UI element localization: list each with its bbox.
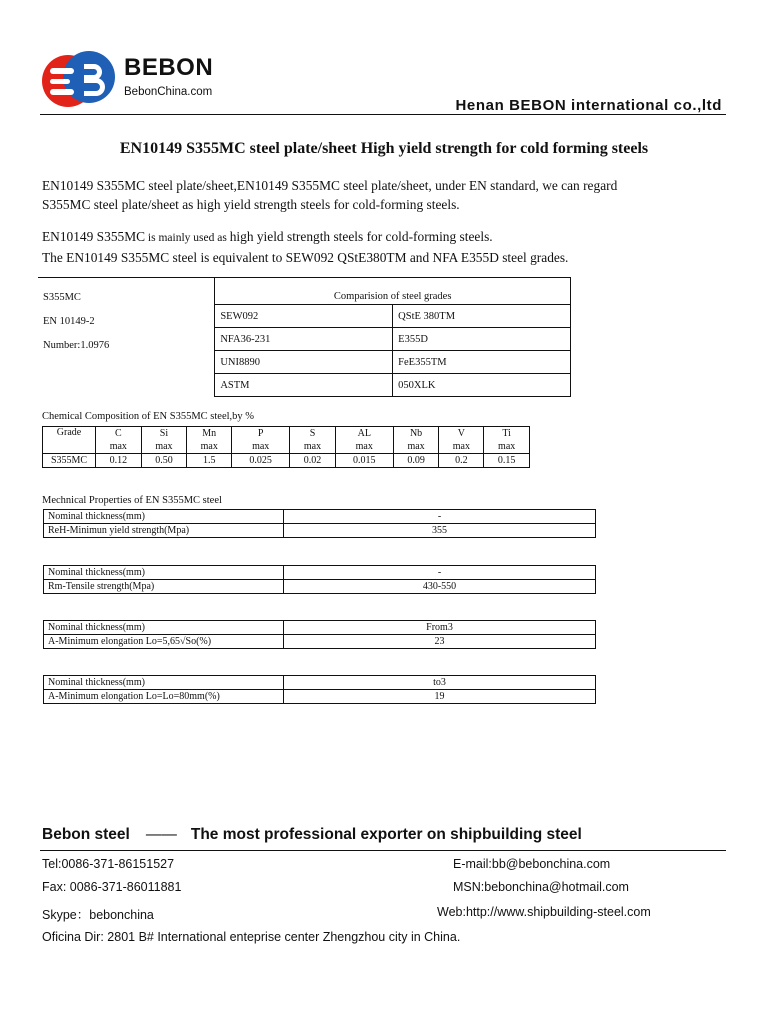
footer-slogan: The most professional exporter on shipbuilding steel: [190, 826, 582, 843]
mechanical-caption: Mechnical Properties of EN S355MC steel: [42, 495, 222, 506]
element-header: P: [232, 427, 290, 441]
contact-skype: Skype：bebonchina: [42, 908, 154, 922]
element-header: Nb: [393, 427, 439, 441]
grade-standard-cell: NFA36-231: [215, 328, 393, 351]
grade-standard-cell: UNI8890: [215, 351, 393, 374]
footer-dash: ——: [145, 826, 177, 843]
element-header: AL: [335, 427, 393, 441]
limit-label: max: [335, 440, 393, 454]
property-label: A-Minimum elongation Lo=Lo=80mm(%): [44, 690, 284, 704]
property-value: 19: [284, 690, 596, 704]
usage-text: high yield strength steels for cold-forming steels.: [229, 229, 493, 244]
grade-equivalent-cell: QStE 380TM: [393, 305, 571, 328]
intro-paragraph: [42, 176, 732, 214]
grade-equivalent-cell: FeE355TM: [393, 351, 571, 374]
grade-equivalent-cell: 050XLK: [393, 374, 571, 397]
grade-number: Number:1.0976: [43, 340, 110, 351]
element-header: V: [439, 427, 484, 441]
mechanical-table-tensile: [43, 565, 596, 594]
value-cell: 0.12: [96, 454, 142, 468]
property-label: ReH-Minimun yield strength(Mpa): [44, 524, 284, 538]
property-value: 355: [284, 524, 596, 538]
steel-grades-table: [38, 277, 571, 397]
value-cell: 0.025: [232, 454, 290, 468]
usage-paragraph: [42, 227, 732, 267]
value-cell: 0.015: [335, 454, 393, 468]
usage-line: [42, 227, 732, 248]
value-cell: 0.09: [393, 454, 439, 468]
element-header: S: [290, 427, 336, 441]
element-header: Mn: [187, 427, 232, 441]
chemical-caption: Chemical Composition of EN S355MC steel,by %: [42, 411, 255, 422]
value-cell: 0.50: [141, 454, 187, 468]
grade-equivalent-cell: E355D: [393, 328, 571, 351]
property-value: to3: [284, 676, 596, 690]
header-divider: [40, 114, 726, 115]
contact-msn: MSN:bebonchina@hotmail.com: [453, 880, 629, 894]
bebon-logo: [40, 48, 116, 110]
limit-label: max: [96, 440, 142, 454]
limit-label: max: [393, 440, 439, 454]
limit-label: max: [439, 440, 484, 454]
mechanical-table-yield: [43, 509, 596, 538]
grade-header: Grade: [43, 427, 96, 454]
contact-fax: Fax: 0086-371-86011881: [42, 880, 182, 894]
usage-grade: EN10149 S355MC: [42, 229, 146, 244]
page-title: EN10149 S355MC steel plate/sheet High yield strength for cold forming steels: [119, 140, 649, 157]
element-header: C: [96, 427, 142, 441]
mechanical-table-elongation-2: [43, 675, 596, 704]
usage-connector: is mainly used as: [145, 232, 230, 244]
property-label: Nominal thickness(mm): [44, 676, 284, 690]
property-value: 430-550: [284, 580, 596, 594]
grade-standard: EN 10149-2: [43, 316, 95, 327]
chemical-composition-table: [42, 426, 530, 468]
limit-label: max: [484, 440, 530, 454]
property-label: A-Minimum elongation Lo=5,65√So(%): [44, 635, 284, 649]
footer-tagline: [42, 826, 582, 844]
property-label: Rm-Tensile strength(Mpa): [44, 580, 284, 594]
value-cell: 0.15: [484, 454, 530, 468]
property-label: Nominal thickness(mm): [44, 621, 284, 635]
grade-cell: S355MC: [43, 454, 96, 468]
footer-brand: Bebon steel: [42, 826, 130, 843]
value-cell: 1.5: [187, 454, 232, 468]
property-label: Nominal thickness(mm): [44, 566, 284, 580]
limit-label: max: [232, 440, 290, 454]
property-value: From3: [284, 621, 596, 635]
element-header: Ti: [484, 427, 530, 441]
property-label: Nominal thickness(mm): [44, 510, 284, 524]
property-value: 23: [284, 635, 596, 649]
grade-standard-cell: SEW092: [215, 305, 393, 328]
limit-label: max: [187, 440, 232, 454]
contact-web: Web:http://www.shipbuilding-steel.com: [437, 905, 651, 919]
footer-divider: [40, 850, 726, 851]
contact-email: E-mail:bb@bebonchina.com: [453, 857, 611, 871]
value-cell: 0.02: [290, 454, 336, 468]
grade-standard-cell: ASTM: [215, 374, 393, 397]
value-cell: 0.2: [439, 454, 484, 468]
intro-line-2: S355MC steel plate/sheet as high yield strength steels for cold-forming steels.: [42, 197, 460, 212]
grade-name: S355MC: [43, 292, 81, 303]
limit-label: max: [141, 440, 187, 454]
company-name: Henan BEBON international co.,ltd: [455, 97, 722, 114]
mechanical-table-elongation-1: [43, 620, 596, 649]
element-header: Si: [141, 427, 187, 441]
equivalent-line: The EN10149 S355MC steel is equivalent to SEW092 QStE380TM and NFA E355D steel grades.: [42, 250, 569, 265]
contact-tel: Tel:0086-371-86151527: [42, 857, 175, 871]
property-value: -: [284, 510, 596, 524]
grades-header: Comparision of steel grades: [215, 278, 571, 305]
grade-designations: [38, 278, 215, 397]
intro-line-1: EN10149 S355MC steel plate/sheet,EN10149 S355MC steel plate/sheet, under EN standard, we can regard: [42, 178, 618, 193]
contact-address: Oficina Dir: 2801 B# International enteprise center Zhengzhou city in China.: [42, 930, 461, 944]
limit-label: max: [290, 440, 336, 454]
brand-name: BEBON: [124, 54, 214, 81]
property-value: -: [284, 566, 596, 580]
brand-site: BebonChina.com: [124, 86, 213, 98]
